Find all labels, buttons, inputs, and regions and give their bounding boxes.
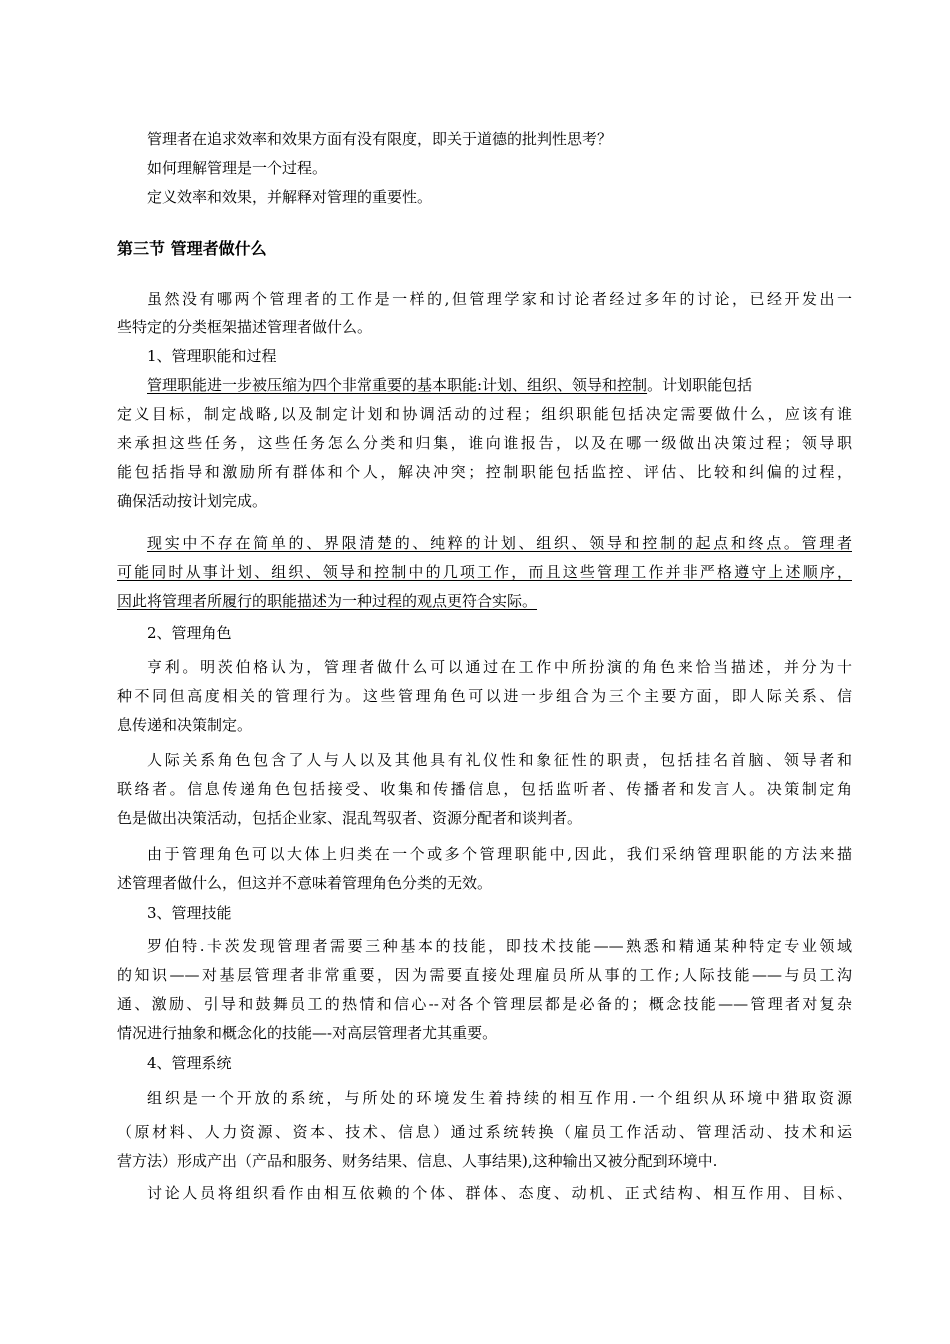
paragraph-line: 亨利。明茨伯格认为，管理者做什么可以通过在工作中所扮演的角色来恰当描述，并分为十 <box>147 658 852 676</box>
paragraph-line: （原材料、人力资源、资本、技术、信息）通过系统转换（雇员工作活动、管理活动、技术和运 <box>117 1123 852 1141</box>
subsection-title-1: 1、管理职能和过程 <box>147 347 277 365</box>
paragraph-line <box>147 372 852 398</box>
section-heading: 第三节 管理者做什么 <box>117 239 267 258</box>
intro-question-3: 定义效率和效果，并解释对管理的重要性。 <box>147 188 433 206</box>
subsection-title-4: 4、管理系统 <box>147 1054 232 1072</box>
paragraph-line: 组织是一个开放的系统，与所处的环境发生着持续的相互作用.一个组织从环境中猎取资源 <box>147 1089 852 1107</box>
paragraph-text: 。计划职能包括 <box>647 376 753 394</box>
paragraph-line: 的知识——对基层管理者非常重要，因为需要直接处理雇员所从事的工作;人际技能——与员工沟 <box>117 966 852 984</box>
underlined-line: 因此将管理者所履行的职能描述为一种过程的观点更符合实际。 <box>117 592 538 610</box>
underlined-line: 现实中不存在简单的、界限清楚的、纯粹的计划、组织、领导和控制的起点和终点。管理者 <box>147 534 852 552</box>
paragraph-line: 罗伯特.卡茨发现管理者需要三种基本的技能，即技术技能——熟悉和精通某种特定专业领域 <box>147 937 852 955</box>
paragraph-line: 通、激励、引导和鼓舞员工的热情和信心--对各个管理层都是必备的；概念技能——管理者对复杂 <box>117 995 852 1013</box>
paragraph-line: 讨论人员将组织看作由相互依赖的个体、群体、态度、动机、正式结构、相互作用、目标、 <box>147 1184 852 1202</box>
subsection-title-2: 2、管理角色 <box>147 624 232 642</box>
paragraph-line: 情况进行抽象和概念化的技能—-对高层管理者尤其重要。 <box>117 1024 498 1042</box>
paragraph-line: 由于管理角色可以大体上归类在一个或多个管理职能中,因此，我们采纳管理职能的方法来描 <box>147 845 852 863</box>
paragraph-line: 来承担这些任务，这些任务怎么分类和归集，谁向谁报告，以及在哪一级做出决策过程；领导职 <box>117 434 852 452</box>
paragraph-line: 色是做出决策活动，包括企业家、混乱驾驭者、资源分配者和谈判者。 <box>117 809 583 827</box>
intro-question-2: 如何理解管理是一个过程。 <box>147 159 328 177</box>
paragraph-line: 能包括指导和激励所有群体和个人，解决冲突；控制职能包括监控、评估、比较和纠偏的过程， <box>117 463 852 481</box>
subsection-title-3: 3、管理技能 <box>147 904 232 922</box>
paragraph-line: 营方法）形成产出（产品和服务、财务结果、信息、人事结果),这种输出又被分配到环境中. <box>117 1152 718 1170</box>
paragraph-line: 息传递和决策制定。 <box>117 716 253 734</box>
paragraph-line: 述管理者做什么，但这并不意味着管理角色分类的无效。 <box>117 874 493 892</box>
intro-question-1: 管理者在追求效率和效果方面有没有限度，即关于道德的批判性思考？ <box>147 130 613 148</box>
paragraph-line: 些特定的分类框架描述管理者做什么。 <box>117 318 373 336</box>
paragraph-line: 联络者。信息传递角色包括接受、收集和传播信息，包括监听者、传播者和发言人。决策制定角 <box>117 780 852 798</box>
paragraph-line: 虽然没有哪两个管理者的工作是一样的,但管理学家和讨论者经过多年的讨论，已经开发出一 <box>147 290 852 308</box>
paragraph-line: 确保活动按计划完成。 <box>117 492 268 510</box>
underlined-text: 管理职能进一步被压缩为四个非常重要的基本职能:计划、组织、领导和控制 <box>147 376 648 394</box>
paragraph-line: 定义目标，制定战略,以及制定计划和协调活动的过程；组织职能包括决定需要做什么，应该有谁 <box>117 405 852 423</box>
paragraph-line: 种不同但高度相关的管理行为。这些管理角色可以进一步组合为三个主要方面，即人际关系、信 <box>117 687 852 705</box>
paragraph-line: 人际关系角色包含了人与人以及其他具有礼仪性和象征性的职责，包括挂名首脑、领导者和 <box>147 751 852 769</box>
underlined-line: 可能同时从事计划、组织、领导和控制中的几项工作，而且这些管理工作并非严格遵守上述顺序， <box>117 563 852 581</box>
